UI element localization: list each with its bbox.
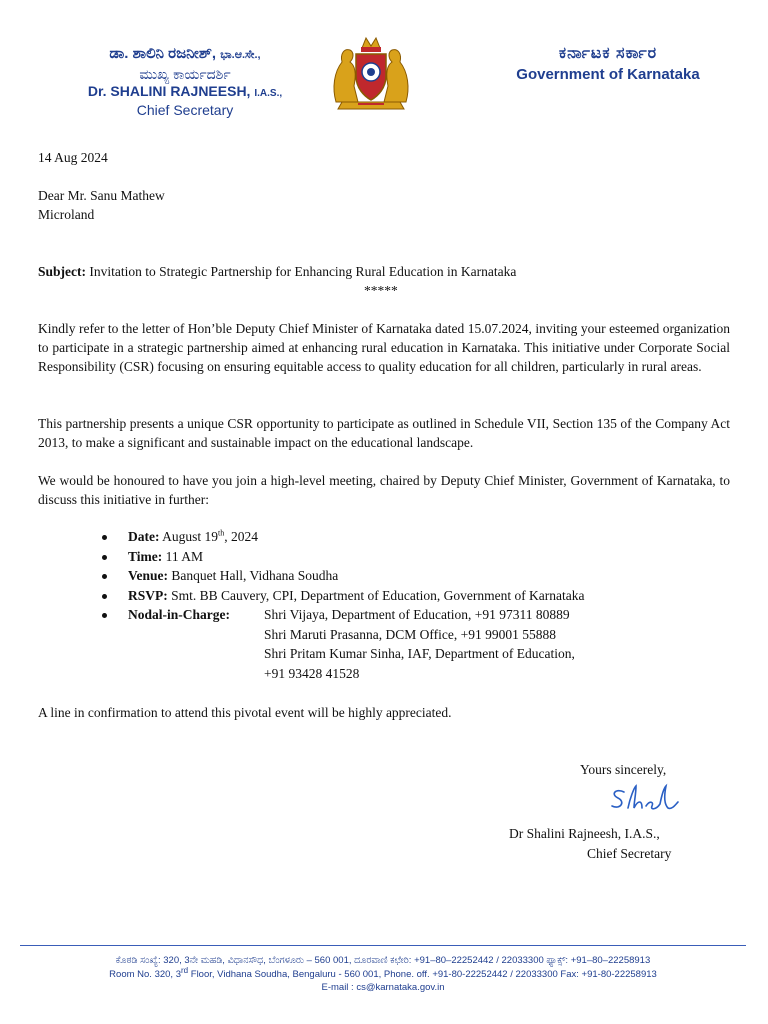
subject-label: Subject: bbox=[38, 264, 86, 279]
paragraph-1: Kindly refer to the letter of Hon’ble Deputy Chief Minister of Karnataka dated 15.07.2024, inviting your esteemed organization to participate in a strategic partnership aimed at enhancing rural education in Karnataka. This initiative under Corporate Social Responsibility (CSR) focusing on ensuring equitable access to quality education for all children, particularly in rural areas. bbox=[38, 321, 730, 374]
header-kn-name-line bbox=[40, 44, 330, 65]
footer-email: E-mail : cs@karnataka.gov.in bbox=[321, 982, 445, 993]
recipient-name: Dear Mr. Sanu Mathew bbox=[38, 188, 165, 203]
subject-text: Invitation to Strategic Partnership for Enhancing Rural Education in Karnataka bbox=[89, 264, 517, 279]
nodal-contact-line: Shri Pritam Kumar Sinha, IAF, Department of Education, bbox=[264, 646, 575, 661]
karnataka-emblem-icon bbox=[328, 32, 414, 112]
detail-nodal-label: Nodal-in-Charge: bbox=[128, 607, 230, 622]
letter-date: 14 Aug 2024 bbox=[38, 150, 108, 165]
detail-date-value: August 19th, 2024 bbox=[162, 528, 258, 544]
detail-venue bbox=[104, 566, 734, 586]
subject-line bbox=[38, 262, 516, 281]
detail-rsvp bbox=[104, 586, 734, 606]
nodal-contact-line: +91 93428 41528 bbox=[264, 665, 360, 681]
subject-separator: ***** bbox=[364, 283, 398, 298]
header-en-name: Dr. SHALINI RAJNEESH, bbox=[87, 83, 251, 99]
detail-date bbox=[104, 527, 734, 547]
header-right-kn: ಕರ್ನಾಟಕ ಸರ್ಕಾರ bbox=[558, 45, 658, 62]
letterhead-right bbox=[498, 44, 718, 86]
nodal-contacts bbox=[264, 605, 734, 683]
header-right-en: Government of Karnataka bbox=[516, 66, 700, 83]
closing-paragraph: A line in confirmation to attend this pivotal event will be highly appreciated. bbox=[38, 705, 452, 720]
detail-time-label: Time: bbox=[128, 548, 163, 564]
paragraph-3: We would be honoured to have you join a high-level meeting, chaired by Deputy Chief Minister, Government of Karnataka, to discuss this initiative in further: bbox=[38, 473, 730, 507]
recipient-org: Microland bbox=[38, 207, 95, 222]
letterhead-left bbox=[40, 44, 330, 119]
footer-en-address: Room No. 320, 3rd Floor, Vidhana Soudha, Bengaluru - 560 001, Phone. off. +91-80-22252442 / 22033300 Fax: +91-80-22258913 bbox=[109, 965, 657, 980]
valediction: Yours sincerely, bbox=[580, 762, 667, 777]
meeting-details-list bbox=[104, 527, 734, 683]
detail-time-value: 11 AM bbox=[165, 548, 204, 564]
nodal-contact-line: Shri Vijaya, Department of Education, +91 97311 80889 bbox=[264, 607, 570, 622]
detail-venue-label: Venue: bbox=[128, 568, 169, 583]
header-kn-suffix: ಭಾ.ಆ.ಸೇ., bbox=[220, 49, 261, 61]
signature bbox=[606, 780, 686, 816]
nodal-contact-line: Shri Maruti Prasanna, DCM Office, +91 99001 55888 bbox=[264, 626, 556, 642]
footer-divider bbox=[20, 945, 746, 946]
header-kn-title: ಮುಖ್ಯ ಕಾರ್ಯದರ್ಶಿ bbox=[139, 66, 231, 82]
signatory-name: Dr Shalini Rajneesh, I.A.S., bbox=[509, 826, 660, 841]
detail-rsvp-value: Smt. BB Cauvery, CPI, Department of Education, Government of Karnataka bbox=[171, 587, 585, 603]
detail-venue-value: Banquet Hall, Vidhana Soudha bbox=[171, 568, 339, 583]
detail-rsvp-label: RSVP: bbox=[128, 587, 168, 603]
header-kn-name: ಡಾ. ಶಾಲಿನಿ ರಜನೀಶ್, bbox=[109, 45, 217, 62]
header-en-suffix: I.A.S., bbox=[254, 88, 283, 99]
detail-nodal bbox=[104, 605, 734, 683]
footer-kn-address: ಕೊಠಡಿ ಸಂಖ್ಯೆ: 320, 3ನೇ ಮಹಡಿ, ವಿಧಾನಸೌಧ, ಬೆಂಗಳೂರು – 560 001, ದೂರವಾಣಿ ಕಛೇರಿ: +91–80–22252442 / 22033300 ಫ್ಯಾಕ್ಸ್: +91–80–22258913 bbox=[115, 955, 651, 966]
detail-date-label: Date: bbox=[128, 529, 160, 544]
header-en-title: Chief Secretary bbox=[136, 102, 234, 118]
detail-time bbox=[104, 547, 734, 567]
paragraph-2: This partnership presents a unique CSR opportunity to participate as outlined in Schedule VII, Section 135 of the Company Act 2013, to make a significant and sustainable impact on the educational landscape. bbox=[38, 416, 730, 450]
signatory-title: Chief Secretary bbox=[587, 846, 672, 861]
header-en-name-line bbox=[40, 83, 330, 102]
